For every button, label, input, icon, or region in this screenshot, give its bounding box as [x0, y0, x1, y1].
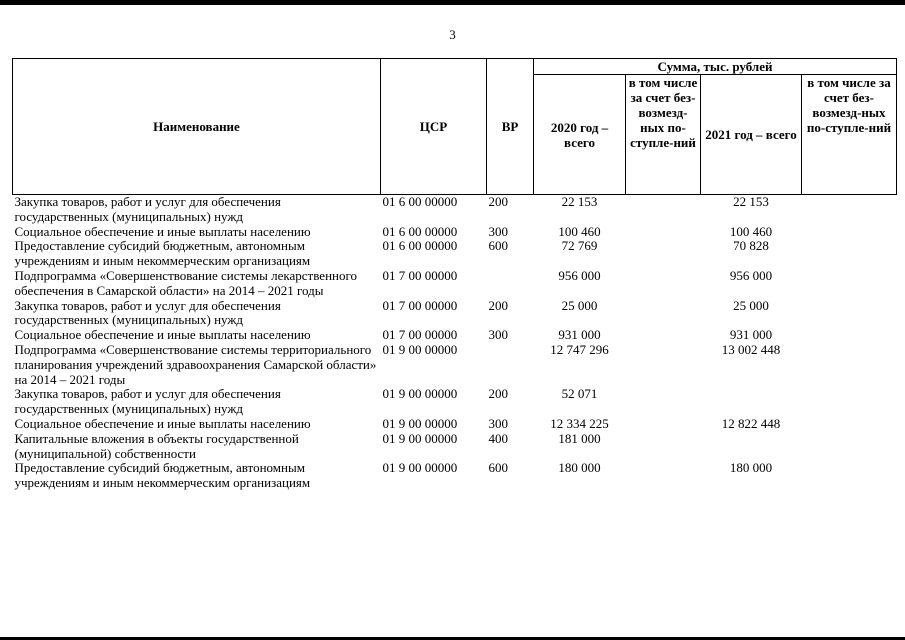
row-name: Закупка товаров, работ и услуг для обеспечения государственных (муниципальных) нужд [14, 386, 281, 417]
row-2020-total: 12 747 296 [550, 341, 609, 357]
row-2020-grants [626, 343, 701, 387]
table-row [13, 417, 897, 432]
row-2020-grants [626, 432, 701, 462]
row-2021-total: 13 002 448 [721, 341, 781, 357]
page-number: 3 [449, 27, 456, 42]
row-2021-total: 12 822 448 [721, 415, 781, 431]
row-2021-total: 180 000 [729, 460, 773, 476]
row-vr [487, 343, 534, 387]
header-sum: Сумма, тыс. рублей [534, 59, 897, 75]
row-2021-grants [802, 328, 897, 343]
table-row [13, 387, 897, 417]
header-name: Наименование [13, 59, 381, 195]
row-2021-total [701, 387, 802, 417]
row-csr: 01 9 00 00000 [382, 341, 458, 357]
row-name: Подпрограмма «Совершенствование системы территориального планирования учреждений здравоохранения Самарской области» на 2014 – 2021 годы [14, 341, 377, 387]
row-vr: 300 [488, 223, 508, 239]
table-row [13, 328, 897, 343]
row-name: Закупка товаров, работ и услуг для обеспечения государственных (муниципальных) нужд [14, 297, 281, 328]
table-row [13, 299, 897, 329]
row-2020-total: 956 000 [558, 267, 601, 283]
row-2021-grants [802, 387, 897, 417]
row-2021-grants [802, 239, 897, 269]
row-2021-total [701, 432, 802, 462]
row-name: Предоставление субсидий бюджетным, автономным учреждениям и иным некоммерческим организациям [14, 460, 311, 491]
row-2020-grants [626, 195, 701, 225]
row-csr: 01 9 00 00000 [382, 415, 458, 431]
row-name: Капитальные вложения в объекты государственной (муниципальной) собственности [14, 430, 299, 461]
row-csr: 01 9 00 00000 [382, 430, 458, 446]
header-vr: ВР [487, 59, 534, 195]
table-body [13, 195, 897, 491]
row-name: Предоставление субсидий бюджетным, автономным учреждениям и иным некоммерческим организациям [14, 238, 311, 269]
row-2020-total: 181 000 [558, 430, 601, 446]
row-2021-total: 22 153 [733, 194, 769, 209]
row-vr: 200 [488, 194, 508, 209]
row-vr: 300 [488, 327, 508, 343]
row-name: Социальное обеспечение и иные выплаты населению [14, 327, 311, 343]
row-vr: 600 [488, 238, 508, 254]
row-2021-grants [802, 195, 897, 225]
row-2021-total: 70 828 [733, 238, 769, 254]
row-2021-total: 25 000 [733, 297, 769, 313]
table-row [13, 225, 897, 240]
row-2021-grants [802, 343, 897, 387]
row-2020-total: 72 769 [561, 238, 598, 254]
row-csr: 01 7 00 00000 [382, 327, 458, 343]
row-vr: 200 [488, 386, 508, 402]
row-csr: 01 9 00 00000 [382, 460, 458, 476]
row-2021-total: 100 460 [729, 223, 773, 239]
row-name: Социальное обеспечение и иные выплаты населению [14, 223, 311, 239]
row-2020-total: 12 334 225 [550, 415, 609, 431]
table-row [13, 239, 897, 269]
row-2021-grants [802, 461, 897, 491]
row-2020-total: 180 000 [558, 460, 601, 476]
row-vr: 600 [488, 460, 508, 476]
row-csr: 01 6 00 00000 [382, 194, 458, 209]
row-2020-total: 25 000 [561, 297, 598, 313]
row-csr: 01 6 00 00000 [382, 223, 458, 239]
row-2021-grants [802, 432, 897, 462]
row-2021-grants [802, 417, 897, 432]
table-row [13, 269, 897, 299]
header-2021-total: 2021 год – всего [701, 75, 802, 195]
header-2021-grants: в том числе за счет без-возмезд-ных по-ступле-ний [802, 75, 897, 195]
table-row [13, 461, 897, 491]
row-2020-grants [626, 269, 701, 299]
budget-table [12, 58, 897, 491]
row-2021-grants [802, 225, 897, 240]
row-2020-grants [626, 225, 701, 240]
row-2021-grants [802, 299, 897, 329]
row-name: Социальное обеспечение и иные выплаты населению [14, 415, 311, 431]
row-csr: 01 9 00 00000 [382, 386, 458, 402]
row-vr: 300 [488, 415, 508, 431]
row-2020-grants [626, 417, 701, 432]
row-name: Подпрограмма «Совершенствование системы лекарственного обеспечения в Самарской области» на 2014 – 2021 годы [14, 267, 357, 298]
table-row [13, 432, 897, 462]
row-2020-grants [626, 387, 701, 417]
table-row [13, 343, 897, 387]
row-vr: 200 [488, 297, 508, 313]
row-2020-total: 100 460 [558, 223, 601, 239]
row-2021-grants [802, 269, 897, 299]
row-2020-total: 52 071 [561, 386, 598, 402]
row-2021-total: 956 000 [729, 267, 773, 283]
row-2020-grants [626, 328, 701, 343]
row-2021-total: 931 000 [729, 327, 773, 343]
header-csr: ЦСР [381, 59, 487, 195]
row-2020-total: 931 000 [558, 327, 601, 343]
header-2020-grants: в том числе за счет без-возмезд-ных по-ступле-ний [626, 75, 701, 195]
header-2020-total: 2020 год – всего [534, 75, 626, 195]
scan-border-top [0, 0, 905, 5]
table-header [13, 59, 897, 195]
row-csr: 01 7 00 00000 [382, 267, 458, 283]
row-2020-grants [626, 461, 701, 491]
row-vr [487, 269, 534, 299]
row-csr: 01 6 00 00000 [382, 238, 458, 254]
row-csr: 01 7 00 00000 [382, 297, 458, 313]
row-2020-grants [626, 239, 701, 269]
row-2020-grants [626, 299, 701, 329]
row-2020-total: 22 153 [561, 194, 598, 209]
table-row [13, 195, 897, 225]
row-vr: 400 [488, 430, 508, 446]
row-name: Закупка товаров, работ и услуг для обеспечения государственных (муниципальных) нужд [14, 194, 281, 224]
